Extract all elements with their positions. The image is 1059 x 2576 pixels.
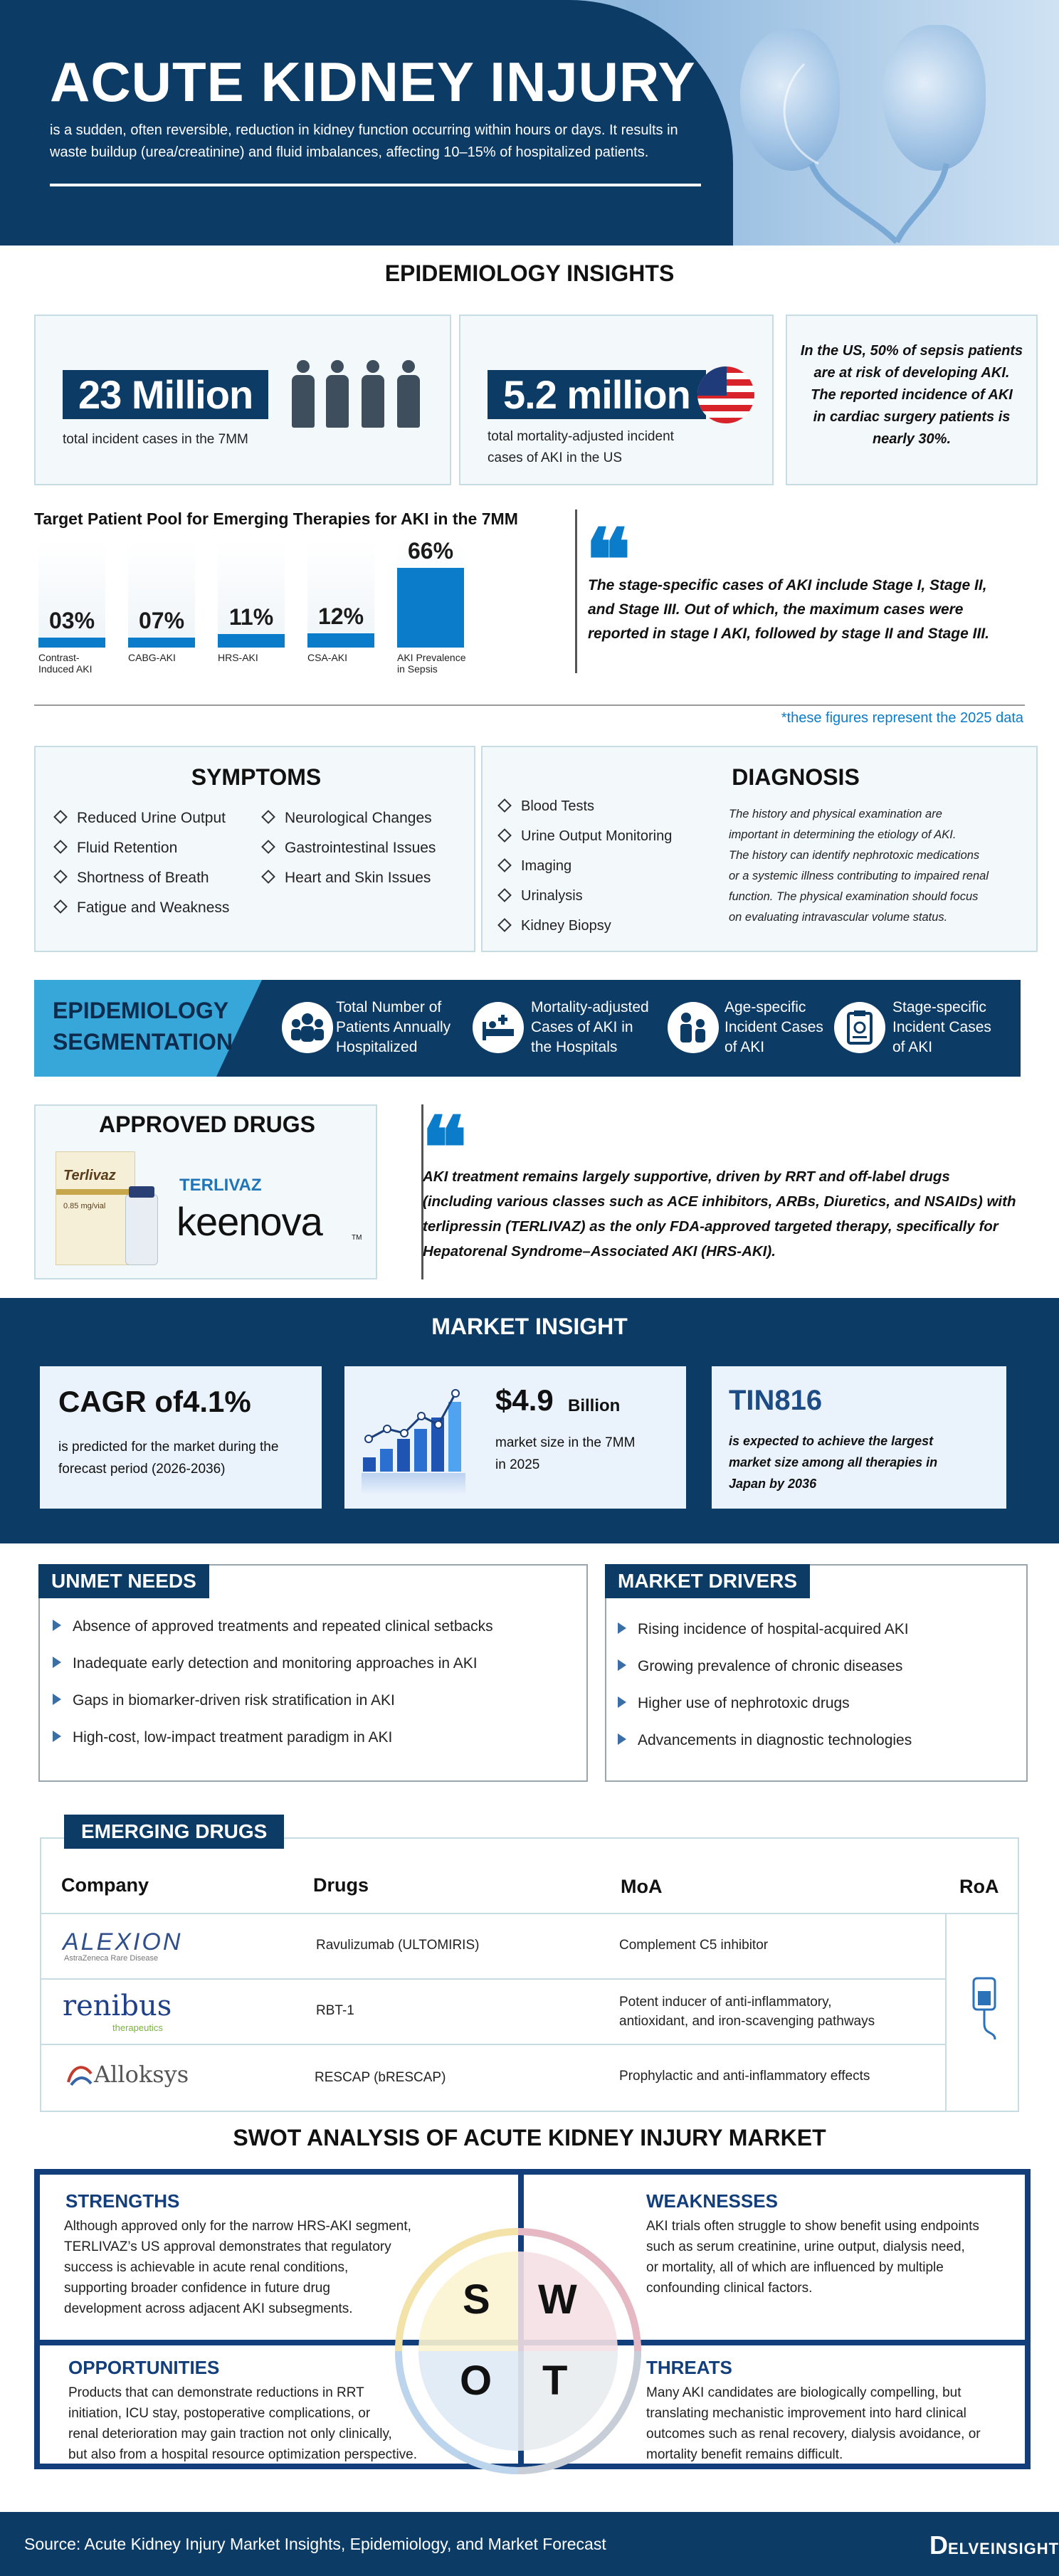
table-row bbox=[41, 2045, 945, 2111]
diamond-bullet-icon bbox=[261, 811, 275, 825]
source-text: Source: Acute Kidney Injury Market Insights, Epidemiology, and Market Forecast bbox=[24, 2535, 606, 2553]
age-group-icon bbox=[668, 1002, 719, 1053]
symptom-label: Fatigue and Weakness bbox=[77, 899, 230, 916]
swot-grid bbox=[34, 2169, 1031, 2469]
person-icon bbox=[359, 360, 387, 428]
market-driver-label: Rising incidence of hospital-acquired AKI bbox=[638, 1621, 909, 1637]
stage-quote bbox=[588, 574, 989, 646]
threats-text bbox=[646, 2382, 981, 2465]
diagnosis-item bbox=[500, 858, 571, 875]
chevron-right-icon bbox=[618, 1696, 626, 1708]
bar bbox=[128, 638, 195, 648]
segmentation-line: Incident Cases bbox=[725, 1019, 823, 1035]
unmet-need-label: Gaps in biomarker-driven risk stratification in AKI bbox=[73, 1692, 395, 1709]
swot-line: AKI trials often struggle to show benefit using endpoints bbox=[646, 2219, 979, 2234]
swot-line: or mortality, all of which are influenced by multiple bbox=[646, 2260, 944, 2275]
market-driver-item bbox=[618, 1621, 909, 1638]
caption-line: is predicted for the market during the bbox=[58, 1440, 279, 1455]
note-line: or a systemic illness contributing to impaired renal bbox=[729, 870, 989, 882]
sepsis-note-card bbox=[786, 315, 1038, 485]
bar bbox=[397, 568, 464, 648]
segmentation-line: Incident Cases bbox=[892, 1019, 991, 1035]
market-insight-title: MARKET INSIGHT bbox=[431, 1314, 628, 1339]
alloksys-swoosh-icon bbox=[65, 2061, 94, 2089]
epidemiology-title: EPIDEMIOLOGY INSIGHTS bbox=[384, 260, 675, 286]
diamond-bullet-icon bbox=[53, 870, 68, 885]
chevron-right-icon bbox=[53, 1620, 61, 1631]
caption-line: Japan by 2036 bbox=[729, 1477, 817, 1491]
note-line: are at risk of developing AKI. bbox=[813, 365, 1010, 381]
chevron-right-icon bbox=[618, 1659, 626, 1671]
market-insight-section bbox=[0, 1298, 1059, 1543]
swot-title: SWOT ANALYSIS OF ACUTE KIDNEY INJURY MARKET bbox=[233, 2125, 826, 2150]
person-icon bbox=[394, 360, 423, 428]
chevron-right-icon bbox=[53, 1694, 61, 1705]
person-icon bbox=[323, 360, 352, 428]
quote-line: (including various classes such as ACE inhibitors, ARBs, Diuretics, and NSAIDs) with bbox=[423, 1193, 1016, 1210]
segmentation-icon-circle bbox=[668, 1002, 719, 1053]
caption-line: forecast period (2026-2036) bbox=[58, 1462, 226, 1477]
moa-text bbox=[619, 2066, 870, 2086]
diagnosis-item bbox=[500, 798, 594, 815]
drug-box-band bbox=[56, 1189, 135, 1195]
symptom-item bbox=[56, 870, 209, 887]
segmentation-label bbox=[531, 998, 649, 1057]
note-line: on evaluating intravascular volume status. bbox=[729, 911, 948, 924]
leading-therapy-card bbox=[712, 1366, 1006, 1509]
diamond-bullet-icon bbox=[497, 858, 512, 872]
bar-value-label: 07% bbox=[138, 608, 185, 633]
market-driver-label: Higher use of nephrotoxic drugs bbox=[638, 1695, 850, 1711]
diagnosis-title: DIAGNOSIS bbox=[732, 764, 860, 790]
hospital-bed-icon bbox=[473, 1002, 524, 1053]
cagr-caption bbox=[58, 1436, 278, 1480]
moa-line: antioxidant, and iron-scavenging pathways bbox=[619, 2014, 875, 2029]
bar-value-label: 03% bbox=[48, 608, 95, 633]
diamond-bullet-icon bbox=[497, 798, 512, 813]
diagnosis-item bbox=[500, 918, 611, 934]
bar bbox=[38, 638, 105, 648]
unmet-need-item bbox=[53, 1655, 478, 1672]
note-line: In the US, 50% of sepsis patients bbox=[800, 343, 1023, 359]
bar-track bbox=[38, 541, 105, 648]
swot-line: confounding clinical factors. bbox=[646, 2281, 813, 2296]
threats-title: THREATS bbox=[646, 2357, 732, 2378]
diagnosis-label: Kidney Biopsy bbox=[521, 918, 611, 934]
caption-line: market size among all therapies in bbox=[729, 1455, 938, 1469]
bar-category-label bbox=[38, 652, 93, 675]
diamond-bullet-icon bbox=[497, 918, 512, 932]
us-flag-icon bbox=[695, 364, 757, 426]
alloksys-logo: Alloksys bbox=[94, 2061, 189, 2088]
quote-icon: ❝ bbox=[585, 510, 631, 611]
quote-line: reported in stage I AKI, followed by stage II and Stage III. bbox=[588, 625, 989, 642]
category-line: CSA-AKI bbox=[307, 652, 348, 663]
symptom-label: Fluid Retention bbox=[77, 840, 178, 856]
swot-line: outcomes such as renal recovery, dialysis avoidance, or bbox=[646, 2427, 981, 2442]
quote-line: AKI treatment remains largely supportive, driven by RRT and off-label drugs bbox=[423, 1168, 950, 1185]
swot-line: supporting broader confidence in future drug bbox=[64, 2281, 330, 2296]
approved-drugs-title: APPROVED DRUGS bbox=[98, 1112, 316, 1137]
bar-category-label bbox=[218, 652, 258, 663]
diagnosis-label: Urine Output Monitoring bbox=[521, 828, 673, 844]
incident-cases-value: 23 Million bbox=[63, 370, 268, 419]
segmentation-line: Patients Annually bbox=[336, 1019, 451, 1035]
segmentation-line: Total Number of bbox=[336, 999, 442, 1015]
note-line: The history can identify nephrotoxic medications bbox=[729, 849, 980, 862]
bar-value-label: 12% bbox=[317, 603, 364, 629]
bar-value-label: 66% bbox=[407, 538, 454, 564]
category-line: Contrast- bbox=[38, 652, 80, 663]
diagnosis-card bbox=[481, 746, 1038, 952]
delveinsight-logo-text: ELVEINSIGHT bbox=[948, 2540, 1059, 2557]
delveinsight-logo-mark: D bbox=[929, 2530, 948, 2560]
diagnosis-label: Imaging bbox=[521, 858, 572, 874]
symptom-item bbox=[263, 840, 436, 857]
market-size-caption bbox=[495, 1432, 635, 1476]
segmentation-label bbox=[725, 998, 823, 1057]
symptom-label: Gastrointestinal Issues bbox=[285, 840, 436, 856]
market-size-unit: Billion bbox=[568, 1396, 621, 1415]
bar bbox=[218, 634, 285, 648]
quote-line: terlipressin (TERLIVAZ) as the only FDA-approved targeted therapy, specifically for bbox=[423, 1218, 999, 1235]
approved-drugs-card bbox=[34, 1104, 377, 1279]
segmentation-line: the Hospitals bbox=[531, 1039, 618, 1055]
section-divider bbox=[34, 704, 1025, 706]
column-header-moa: MoA bbox=[621, 1876, 663, 1897]
weaknesses-text bbox=[646, 2216, 979, 2298]
symptom-label: Shortness of Breath bbox=[77, 870, 209, 886]
symptom-item bbox=[56, 840, 177, 857]
category-line: CABG-AKI bbox=[128, 652, 176, 663]
alexion-logo-subtext: AstraZeneca Rare Disease bbox=[64, 1954, 159, 1963]
mortality-cases-value: 5.2 million bbox=[488, 370, 706, 419]
caption-line: in 2025 bbox=[495, 1457, 540, 1472]
category-line: Induced AKI bbox=[38, 663, 93, 675]
symptom-item bbox=[56, 810, 226, 827]
renibus-logo-subtext: therapeutics bbox=[112, 2022, 163, 2033]
quote-icon: ❝ bbox=[421, 1098, 468, 1198]
drug-name: RBT-1 bbox=[316, 2003, 354, 2018]
header-divider bbox=[50, 184, 701, 186]
weaknesses-title: WEAKNESSES bbox=[646, 2190, 778, 2212]
symptom-item bbox=[263, 870, 431, 887]
note-line: important in determining the etiology of AKI. bbox=[729, 828, 957, 841]
symptom-item bbox=[56, 899, 229, 917]
note-line: nearly 30%. bbox=[872, 431, 952, 447]
swot-letter-s: S bbox=[463, 2276, 490, 2323]
vial-cap bbox=[129, 1186, 154, 1198]
drug-name: RESCAP (bRESCAP) bbox=[315, 2070, 446, 2085]
growth-chart-icon bbox=[362, 1383, 483, 1497]
diamond-bullet-icon bbox=[497, 888, 512, 902]
caption-line: is expected to achieve the largest bbox=[729, 1434, 934, 1448]
symptom-label: Neurological Changes bbox=[285, 810, 432, 826]
unmet-need-item bbox=[53, 1618, 493, 1635]
caption-line: market size in the 7MM bbox=[495, 1435, 636, 1450]
segmentation-icon-circle bbox=[473, 1002, 524, 1053]
chevron-right-icon bbox=[618, 1622, 626, 1634]
chevron-right-icon bbox=[53, 1731, 61, 1742]
swot-line: TERLIVAZ’s US approval demonstrates that regulatory bbox=[64, 2239, 391, 2254]
terlivaz-label: TERLIVAZ bbox=[179, 1176, 262, 1195]
incident-cases-caption: total incident cases in the 7MM bbox=[63, 432, 248, 447]
segmentation-title-line: EPIDEMIOLOGY bbox=[53, 998, 229, 1023]
opportunities-text bbox=[68, 2382, 417, 2465]
diagnosis-label: Blood Tests bbox=[521, 798, 595, 814]
symptom-label: Reduced Urine Output bbox=[77, 810, 226, 826]
urinary-tract-illustration bbox=[733, 0, 1059, 246]
emerging-drugs-table bbox=[40, 1837, 1019, 2112]
category-line: AKI Prevalence bbox=[397, 652, 466, 663]
bar-category-label bbox=[307, 652, 347, 663]
market-driver-label: Advancements in diagnostic technologies bbox=[638, 1732, 912, 1748]
unmet-need-item bbox=[53, 1692, 395, 1709]
leading-therapy-caption bbox=[729, 1430, 937, 1494]
unmet-need-item bbox=[53, 1729, 392, 1746]
market-driver-item bbox=[618, 1732, 912, 1749]
strengths-title: STRENGTHS bbox=[65, 2190, 180, 2212]
table-row bbox=[41, 1980, 945, 2044]
cagr-value: CAGR of4.1% bbox=[58, 1385, 251, 1418]
segmentation-label bbox=[336, 998, 451, 1057]
unmet-need-label: High-cost, low-impact treatment paradigm in AKI bbox=[73, 1729, 393, 1746]
bar-category-label bbox=[397, 652, 466, 675]
bar-value-label: 11% bbox=[228, 604, 274, 630]
opportunities-title: OPPORTUNITIES bbox=[68, 2357, 220, 2378]
mortality-caption-line1: total mortality-adjusted incident bbox=[488, 429, 674, 444]
swot-line: development across adjacent AKI subsegments. bbox=[64, 2301, 353, 2316]
diamond-bullet-icon bbox=[53, 811, 68, 825]
note-line: The history and physical examination are bbox=[729, 808, 942, 820]
bar-track bbox=[128, 541, 195, 648]
table-row bbox=[41, 1914, 945, 1978]
market-size-card bbox=[344, 1366, 686, 1509]
page-description: is a sudden, often reversible, reduction in kidney function occurring within hours or days. It results in waste buildup (urea/creatinine) and fluid imbalances, affecting 10–15% of hospitalized patients. bbox=[50, 122, 678, 160]
note-line: in cardiac surgery patients is bbox=[813, 409, 1011, 425]
segmentation-title bbox=[53, 995, 233, 1057]
swot-letter-o: O bbox=[460, 2358, 492, 2404]
patient-pool-title: Target Patient Pool for Emerging Therapies for AKI in the 7MM bbox=[34, 510, 518, 528]
swot-line: mortality benefit remains difficult. bbox=[646, 2447, 843, 2462]
roa-column bbox=[945, 1913, 947, 2111]
symptoms-card bbox=[34, 746, 475, 952]
clipboard-icon bbox=[834, 1002, 885, 1053]
sepsis-note bbox=[787, 340, 1036, 450]
segmentation-title-line: SEGMENTATION bbox=[53, 1029, 233, 1055]
hero-header bbox=[0, 0, 1059, 246]
diagnosis-item bbox=[500, 888, 583, 904]
swot-line: Products that can demonstrate reductions in RRT bbox=[68, 2385, 364, 2400]
bar-track bbox=[307, 541, 374, 648]
chevron-right-icon bbox=[618, 1733, 626, 1745]
market-drivers-title: MARKET DRIVERS bbox=[605, 1564, 810, 1598]
person-icon bbox=[289, 360, 317, 428]
drug-box-brand: Terlivaz bbox=[63, 1168, 116, 1183]
swot-line: initiation, ICU stay, postoperative complications, or bbox=[68, 2406, 371, 2421]
diagnosis-label: Urinalysis bbox=[521, 888, 583, 904]
diamond-bullet-icon bbox=[497, 828, 512, 843]
segmentation-line: Stage-specific bbox=[892, 999, 986, 1015]
footer bbox=[0, 2512, 1059, 2576]
segmentation-icon-circle bbox=[282, 1002, 333, 1053]
drug-name: Ravulizumab (ULTOMIRIS) bbox=[316, 1938, 480, 1953]
category-line: HRS-AKI bbox=[218, 652, 258, 663]
keenova-logo: keenova bbox=[176, 1199, 322, 1244]
unmet-needs-title: UNMET NEEDS bbox=[38, 1564, 209, 1598]
data-footnote: *these figures represent the 2025 data bbox=[781, 710, 1023, 726]
swot-line: but also from a hospital resource optimization perspective. bbox=[68, 2447, 418, 2462]
segmentation-line: Hospitalized bbox=[336, 1039, 418, 1055]
note-line: The reported incidence of AKI bbox=[811, 387, 1013, 403]
swot-line: renal deterioration may gain traction not only clinically, bbox=[68, 2427, 392, 2442]
diamond-bullet-icon bbox=[261, 870, 275, 885]
patient-pool-chart bbox=[34, 538, 490, 697]
renibus-logo: renibus bbox=[63, 1990, 172, 2022]
page-title: ACUTE KIDNEY INJURY bbox=[50, 51, 696, 113]
drug-vial-image bbox=[125, 1194, 158, 1265]
people-icon bbox=[282, 1002, 333, 1053]
segmentation-label bbox=[892, 998, 991, 1057]
category-line: in Sepsis bbox=[397, 663, 438, 675]
quote-divider bbox=[575, 510, 577, 673]
segmentation-line: of AKI bbox=[725, 1039, 765, 1055]
note-line: function. The physical examination should focus bbox=[729, 890, 979, 903]
diamond-bullet-icon bbox=[53, 840, 68, 855]
symptoms-title: SYMPTOMS bbox=[191, 764, 322, 790]
swot-line: success is achievable in acute renal conditions, bbox=[64, 2260, 349, 2275]
treatment-quote bbox=[423, 1164, 1016, 1264]
diamond-bullet-icon bbox=[53, 900, 68, 914]
market-size-value: $4.9 bbox=[495, 1383, 554, 1417]
symptom-item bbox=[263, 810, 432, 827]
swot-line: translating mechanistic improvement into hard clinical bbox=[646, 2406, 966, 2421]
swot-line: such as serum creatinine, urine output, dialysis need, bbox=[646, 2239, 965, 2254]
moa-line: Prophylactic and anti-inflammatory effects bbox=[619, 2069, 870, 2084]
moa-line: Complement C5 inhibitor bbox=[619, 1938, 769, 1953]
cagr-card bbox=[40, 1366, 322, 1509]
column-header-company: Company bbox=[61, 1874, 149, 1896]
symptom-label: Heart and Skin Issues bbox=[285, 870, 431, 886]
delveinsight-logo bbox=[929, 2530, 1059, 2560]
bar-category-label bbox=[128, 652, 176, 663]
keenova-trademark: TM bbox=[352, 1234, 362, 1242]
moa-text bbox=[619, 1992, 875, 2031]
segmentation-line: Age-specific bbox=[725, 999, 806, 1015]
quote-line: Hepatorenal Syndrome–Associated AKI (HRS-AKI). bbox=[423, 1243, 776, 1260]
unmet-need-label: Absence of approved treatments and repeated clinical setbacks bbox=[73, 1618, 493, 1635]
mortality-cases-card bbox=[459, 315, 774, 485]
swot-letter-w: W bbox=[538, 2276, 577, 2323]
alexion-logo: ALEXION bbox=[63, 1928, 183, 1955]
segmentation-line: Mortality-adjusted bbox=[531, 999, 649, 1015]
quote-line: The stage-specific cases of AKI include Stage I, Stage II, bbox=[588, 577, 987, 593]
chevron-right-icon bbox=[53, 1657, 61, 1668]
leading-therapy-value: TIN816 bbox=[729, 1385, 823, 1416]
drug-box-dose: 0.85 mg/vial bbox=[63, 1202, 106, 1210]
emerging-drugs-title: EMERGING DRUGS bbox=[64, 1815, 284, 1849]
drug-box-image bbox=[56, 1151, 135, 1265]
strengths-text bbox=[64, 2216, 411, 2319]
bar-track bbox=[397, 538, 464, 648]
market-driver-item bbox=[618, 1695, 850, 1712]
market-driver-label: Growing prevalence of chronic diseases bbox=[638, 1658, 903, 1674]
swot-line: Many AKI candidates are biologically compelling, but bbox=[646, 2385, 961, 2400]
market-driver-item bbox=[618, 1658, 902, 1675]
iv-bag-icon bbox=[966, 1974, 1003, 2042]
column-header-roa: RoA bbox=[959, 1876, 999, 1897]
segmentation-line: of AKI bbox=[892, 1039, 933, 1055]
bar bbox=[307, 633, 374, 648]
incident-cases-card bbox=[34, 315, 451, 485]
mortality-caption-line2: cases of AKI in the US bbox=[488, 450, 623, 465]
swot-line: Although approved only for the narrow HRS-AKI segment, bbox=[64, 2219, 411, 2234]
diagnosis-item bbox=[500, 828, 672, 845]
segmentation-line: Cases of AKI in bbox=[531, 1019, 633, 1035]
segmentation-icon-circle bbox=[834, 1002, 885, 1053]
moa-text bbox=[619, 1936, 768, 1955]
diamond-bullet-icon bbox=[261, 840, 275, 855]
diagnosis-note bbox=[729, 804, 989, 928]
bar-track bbox=[218, 541, 285, 648]
unmet-need-label: Inadequate early detection and monitoring approaches in AKI bbox=[73, 1655, 478, 1672]
moa-line: Potent inducer of anti-inflammatory, bbox=[619, 1995, 832, 2010]
swot-letter-t: T bbox=[542, 2358, 568, 2404]
quote-line: and Stage III. Out of which, the maximum cases were bbox=[588, 601, 964, 618]
column-header-drugs: Drugs bbox=[313, 1874, 369, 1896]
swot-circle bbox=[390, 2223, 646, 2479]
